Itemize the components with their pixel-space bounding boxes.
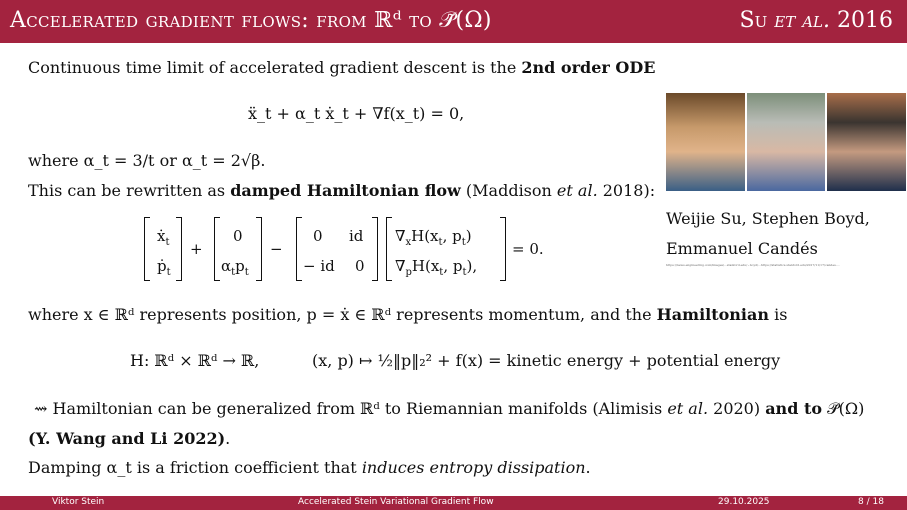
plus-sign: + <box>190 240 203 258</box>
matrix-cell: ẋ$_t$ <box>157 227 170 248</box>
names-line-1: Weijie Su, Stephen Boyd, <box>666 209 870 228</box>
header-bar <box>0 0 907 43</box>
text-span: . <box>585 458 591 477</box>
footer-bar <box>0 496 907 510</box>
text-span: . <box>225 429 231 448</box>
citation-line <box>28 429 230 448</box>
matrix-cell: id <box>349 227 364 245</box>
footer-talk-title: Accelerated Stein Variational Gradient Flow <box>298 497 494 507</box>
variables-line <box>28 305 787 324</box>
footer-presenter: Viktor Stein <box>52 497 105 507</box>
hamiltonian-intro <box>28 181 655 200</box>
names-line-2: Emmanuel Candés <box>666 239 818 258</box>
italic-span: et al. <box>556 181 598 200</box>
matrix-cell: $\nabla_xH(x_t$, $p_t$) <box>395 227 472 248</box>
matrix-cell: $\alpha_tp_t$ <box>221 257 249 278</box>
matrix-cell: − id <box>303 257 335 275</box>
intro-text: Continuous time limit of accelerated gradient descent is the <box>28 58 522 77</box>
matrix-state <box>144 217 182 281</box>
matrix-damping <box>214 217 262 281</box>
citation-bold: (Y. Wang and Li 2022) <box>28 429 226 448</box>
reference-year: 2016 <box>837 8 893 33</box>
slide-title: Accelerated gradient flows: from ℝᵈ to 𝒫̃(Ω) <box>10 8 492 33</box>
text-span: 𝒫̃(Ω) <box>822 399 865 418</box>
author-names <box>666 204 906 264</box>
text-span: ⇝ Hamiltonian can be generalized from ℝᵈ to Riemannian manifolds (Alimisis <box>34 399 668 418</box>
footer-date: 29.10.2025 <box>718 497 770 507</box>
matrix-symplectic <box>296 217 378 281</box>
matrix-cell: 0 <box>355 257 365 275</box>
text-span: 2020) <box>708 399 766 418</box>
photo-emmanuel-candes <box>827 93 906 191</box>
slide-reference <box>740 8 893 33</box>
alpha-definition: where α_t = 3/t or α_t = 2√β. <box>28 151 266 170</box>
matrix-cell: 0 <box>233 227 243 245</box>
text-span: 2018): <box>597 181 656 200</box>
damping-line <box>28 458 591 477</box>
footer-page-number: 8 / 18 <box>858 497 884 507</box>
matrix-cell: 0 <box>313 227 323 245</box>
author-photos <box>666 93 906 191</box>
minus-sign: − <box>270 240 283 258</box>
text-span: (Maddison <box>460 181 557 200</box>
matrix-equation-tail: = 0. <box>512 240 544 258</box>
reference-author: Su <box>739 8 768 33</box>
italic-span: induces entropy dissipation <box>361 458 586 477</box>
italic-span: et al. <box>667 399 709 418</box>
reference-etal: et al. <box>774 8 830 33</box>
photo-weijie-su <box>666 93 745 191</box>
text-span: Damping α_t is a friction coefficient that <box>28 458 362 477</box>
matrix-cell: $\nabla_pH(x_t$, $p_t$), <box>395 257 478 278</box>
ode-equation: ẍ_t + α_t ẋ_t + ∇f(x_t) = 0, <box>248 104 465 123</box>
generalization-line <box>34 399 864 419</box>
hamiltonian-signature: H: ℝᵈ × ℝᵈ → ℝ, <box>130 351 260 370</box>
text-span: is <box>769 305 788 324</box>
intro-line <box>28 58 655 77</box>
hamiltonian-definition: (x, p) ↦ ½‖p‖₂² + f(x) = kinetic energy + potential energy <box>312 351 781 370</box>
text-span: where x ∈ ℝᵈ represents position, p = ẋ ∈ ℝᵈ represents momentum, and the <box>28 305 657 324</box>
bold-span: Hamiltonian <box>656 305 769 324</box>
photo-credit-url: https://news.engineering.com/images/...stanford.edu/~boyd/...https://statistics.stanford.edu/2017/11/17/candes-... <box>666 263 840 267</box>
matrix-cell: ṗ$_t$ <box>157 257 171 278</box>
bold-span: and to <box>765 399 823 418</box>
bold-span: damped Hamiltonian flow <box>230 181 461 200</box>
intro-bold: 2nd order ODE <box>521 58 656 77</box>
text-span: This can be rewritten as <box>28 181 231 200</box>
matrix-gradient <box>386 217 506 281</box>
photo-stephen-boyd <box>747 93 826 191</box>
